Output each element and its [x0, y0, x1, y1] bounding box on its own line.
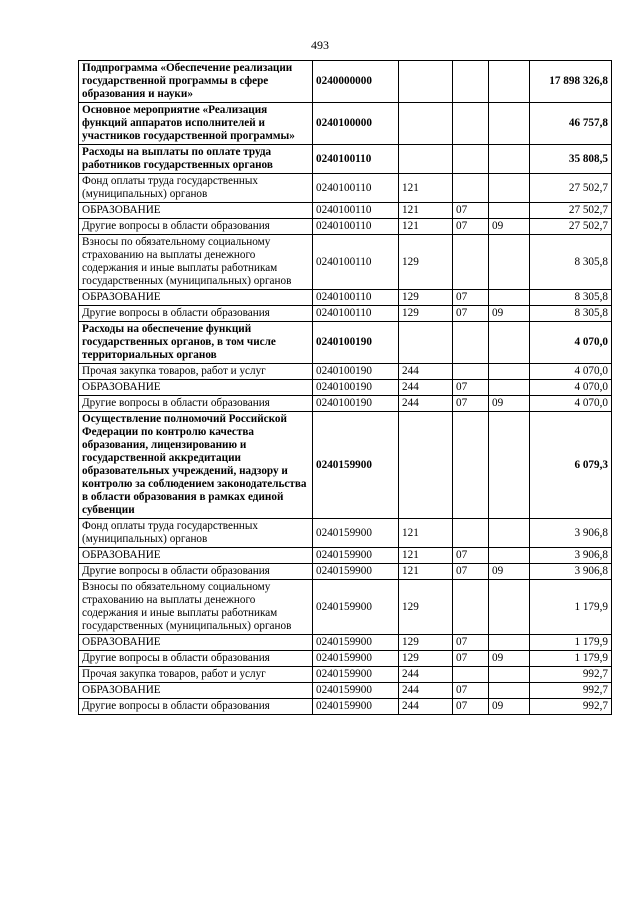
subsection-code-cell: 09	[489, 651, 530, 667]
target-code-cell: 0240159900	[313, 548, 399, 564]
row-name-cell: Другие вопросы в области образования	[79, 396, 313, 412]
target-code-cell: 0240159900	[313, 635, 399, 651]
amount-cell: 992,7	[530, 667, 612, 683]
table-row	[79, 699, 612, 715]
section-code-cell: 07	[453, 683, 489, 699]
expense-type-cell	[399, 322, 453, 364]
subsection-code-cell	[489, 519, 530, 548]
row-name-cell: Другие вопросы в области образования	[79, 564, 313, 580]
expense-type-cell: 244	[399, 364, 453, 380]
row-name-cell: Взносы по обязательному социальному страхованию на выплаты денежного содержания и иные выплаты работникам государственных (муниципальных) органов	[79, 580, 313, 635]
expense-type-cell: 129	[399, 580, 453, 635]
table-row	[79, 364, 612, 380]
table-row	[79, 548, 612, 564]
section-code-cell	[453, 322, 489, 364]
budget-table	[78, 60, 612, 715]
table-row	[79, 306, 612, 322]
amount-cell: 27 502,7	[530, 219, 612, 235]
subsection-code-cell	[489, 667, 530, 683]
amount-cell: 8 305,8	[530, 306, 612, 322]
section-code-cell: 07	[453, 290, 489, 306]
section-code-cell	[453, 364, 489, 380]
target-code-cell: 0240159900	[313, 651, 399, 667]
section-code-cell: 07	[453, 699, 489, 715]
expense-type-cell: 129	[399, 651, 453, 667]
row-name-cell: Взносы по обязательному социальному страхованию на выплаты денежного содержания и иные выплаты работникам государственных (муниципальных) органов	[79, 235, 313, 290]
section-code-cell	[453, 667, 489, 683]
expense-type-cell: 244	[399, 667, 453, 683]
section-code-cell	[453, 103, 489, 145]
row-name-cell: Расходы на выплаты по оплате труда работников государственных органов	[79, 145, 313, 174]
amount-cell: 35 808,5	[530, 145, 612, 174]
expense-type-cell: 121	[399, 548, 453, 564]
row-name-cell: ОБРАЗОВАНИЕ	[79, 635, 313, 651]
expense-type-cell: 129	[399, 290, 453, 306]
target-code-cell: 0240159900	[313, 667, 399, 683]
amount-cell: 3 906,8	[530, 564, 612, 580]
table-row	[79, 174, 612, 203]
amount-cell: 992,7	[530, 699, 612, 715]
table-row	[79, 103, 612, 145]
section-code-cell	[453, 519, 489, 548]
row-name-cell: Фонд оплаты труда государственных (муниципальных) органов	[79, 174, 313, 203]
budget-table-body	[79, 61, 612, 715]
expense-type-cell: 121	[399, 219, 453, 235]
amount-cell: 1 179,9	[530, 635, 612, 651]
subsection-code-cell	[489, 290, 530, 306]
table-row	[79, 61, 612, 103]
target-code-cell: 0240100110	[313, 306, 399, 322]
table-row	[79, 580, 612, 635]
row-name-cell: Другие вопросы в области образования	[79, 651, 313, 667]
amount-cell: 992,7	[530, 683, 612, 699]
subsection-code-cell: 09	[489, 699, 530, 715]
section-code-cell	[453, 235, 489, 290]
section-code-cell: 07	[453, 203, 489, 219]
subsection-code-cell: 09	[489, 564, 530, 580]
amount-cell: 3 906,8	[530, 548, 612, 564]
target-code-cell: 0240100110	[313, 145, 399, 174]
expense-type-cell: 244	[399, 396, 453, 412]
subsection-code-cell	[489, 380, 530, 396]
table-row	[79, 412, 612, 519]
table-row	[79, 203, 612, 219]
row-name-cell: Другие вопросы в области образования	[79, 699, 313, 715]
subsection-code-cell	[489, 103, 530, 145]
expense-type-cell: 129	[399, 306, 453, 322]
section-code-cell: 07	[453, 380, 489, 396]
section-code-cell: 07	[453, 396, 489, 412]
amount-cell: 4 070,0	[530, 364, 612, 380]
section-code-cell: 07	[453, 564, 489, 580]
row-name-cell: Прочая закупка товаров, работ и услуг	[79, 667, 313, 683]
amount-cell: 8 305,8	[530, 290, 612, 306]
target-code-cell: 0240159900	[313, 580, 399, 635]
row-name-cell: Другие вопросы в области образования	[79, 306, 313, 322]
row-name-cell: ОБРАЗОВАНИЕ	[79, 683, 313, 699]
section-code-cell: 07	[453, 651, 489, 667]
expense-type-cell	[399, 412, 453, 519]
subsection-code-cell	[489, 635, 530, 651]
subsection-code-cell	[489, 322, 530, 364]
table-row	[79, 235, 612, 290]
amount-cell: 4 070,0	[530, 322, 612, 364]
expense-type-cell: 121	[399, 203, 453, 219]
amount-cell: 8 305,8	[530, 235, 612, 290]
amount-cell: 4 070,0	[530, 380, 612, 396]
section-code-cell: 07	[453, 219, 489, 235]
row-name-cell: Прочая закупка товаров, работ и услуг	[79, 364, 313, 380]
target-code-cell: 0240159900	[313, 699, 399, 715]
subsection-code-cell: 09	[489, 396, 530, 412]
target-code-cell: 0240100000	[313, 103, 399, 145]
amount-cell: 1 179,9	[530, 651, 612, 667]
expense-type-cell: 244	[399, 380, 453, 396]
table-row	[79, 635, 612, 651]
subsection-code-cell	[489, 61, 530, 103]
target-code-cell: 0240100110	[313, 203, 399, 219]
target-code-cell: 0240159900	[313, 412, 399, 519]
row-name-cell: Основное мероприятие «Реализация функций аппаратов исполнителей и участников государственной программы»	[79, 103, 313, 145]
row-name-cell: ОБРАЗОВАНИЕ	[79, 290, 313, 306]
row-name-cell: Фонд оплаты труда государственных (муниципальных) органов	[79, 519, 313, 548]
target-code-cell: 0240100190	[313, 322, 399, 364]
expense-type-cell: 244	[399, 699, 453, 715]
table-row	[79, 290, 612, 306]
amount-cell: 27 502,7	[530, 174, 612, 203]
subsection-code-cell: 09	[489, 306, 530, 322]
target-code-cell: 0240000000	[313, 61, 399, 103]
expense-type-cell: 129	[399, 235, 453, 290]
target-code-cell: 0240100110	[313, 290, 399, 306]
section-code-cell	[453, 174, 489, 203]
row-name-cell: ОБРАЗОВАНИЕ	[79, 203, 313, 219]
target-code-cell: 0240100190	[313, 364, 399, 380]
table-row	[79, 651, 612, 667]
expense-type-cell: 121	[399, 174, 453, 203]
amount-cell: 27 502,7	[530, 203, 612, 219]
subsection-code-cell	[489, 548, 530, 564]
row-name-cell: Подпрограмма «Обеспечение реализации государственной программы в сфере образования и науки»	[79, 61, 313, 103]
section-code-cell	[453, 145, 489, 174]
section-code-cell	[453, 580, 489, 635]
row-name-cell: Расходы на обеспечение функций государственных органов, в том числе территориальных органов	[79, 322, 313, 364]
amount-cell: 4 070,0	[530, 396, 612, 412]
expense-type-cell	[399, 145, 453, 174]
amount-cell: 17 898 326,8	[530, 61, 612, 103]
amount-cell: 3 906,8	[530, 519, 612, 548]
row-name-cell: Осуществление полномочий Российской Федерации по контролю качества образования, лицензированию и государственной аккредитации образовательных учреждений, надзору и контролю за соблюдением законодательства в области образования в рамках единой субвенции	[79, 412, 313, 519]
row-name-cell: ОБРАЗОВАНИЕ	[79, 548, 313, 564]
target-code-cell: 0240100190	[313, 380, 399, 396]
table-row	[79, 380, 612, 396]
table-row	[79, 396, 612, 412]
table-row	[79, 322, 612, 364]
subsection-code-cell	[489, 580, 530, 635]
target-code-cell: 0240100110	[313, 174, 399, 203]
subsection-code-cell	[489, 145, 530, 174]
expense-type-cell	[399, 103, 453, 145]
target-code-cell: 0240159900	[313, 683, 399, 699]
table-row	[79, 564, 612, 580]
subsection-code-cell: 09	[489, 219, 530, 235]
table-row	[79, 145, 612, 174]
section-code-cell	[453, 61, 489, 103]
expense-type-cell: 121	[399, 519, 453, 548]
subsection-code-cell	[489, 683, 530, 699]
expense-type-cell	[399, 61, 453, 103]
target-code-cell: 0240159900	[313, 564, 399, 580]
target-code-cell: 0240100110	[313, 235, 399, 290]
target-code-cell: 0240159900	[313, 519, 399, 548]
subsection-code-cell	[489, 235, 530, 290]
subsection-code-cell	[489, 364, 530, 380]
table-row	[79, 519, 612, 548]
expense-type-cell: 244	[399, 683, 453, 699]
subsection-code-cell	[489, 174, 530, 203]
page-number: 493	[311, 38, 329, 52]
table-row	[79, 667, 612, 683]
table-row	[79, 683, 612, 699]
target-code-cell: 0240100190	[313, 396, 399, 412]
row-name-cell: Другие вопросы в области образования	[79, 219, 313, 235]
expense-type-cell: 121	[399, 564, 453, 580]
table-row	[79, 219, 612, 235]
row-name-cell: ОБРАЗОВАНИЕ	[79, 380, 313, 396]
section-code-cell: 07	[453, 548, 489, 564]
amount-cell: 1 179,9	[530, 580, 612, 635]
subsection-code-cell	[489, 412, 530, 519]
expense-type-cell: 129	[399, 635, 453, 651]
amount-cell: 6 079,3	[530, 412, 612, 519]
section-code-cell	[453, 412, 489, 519]
target-code-cell: 0240100110	[313, 219, 399, 235]
section-code-cell: 07	[453, 306, 489, 322]
section-code-cell: 07	[453, 635, 489, 651]
subsection-code-cell	[489, 203, 530, 219]
amount-cell: 46 757,8	[530, 103, 612, 145]
